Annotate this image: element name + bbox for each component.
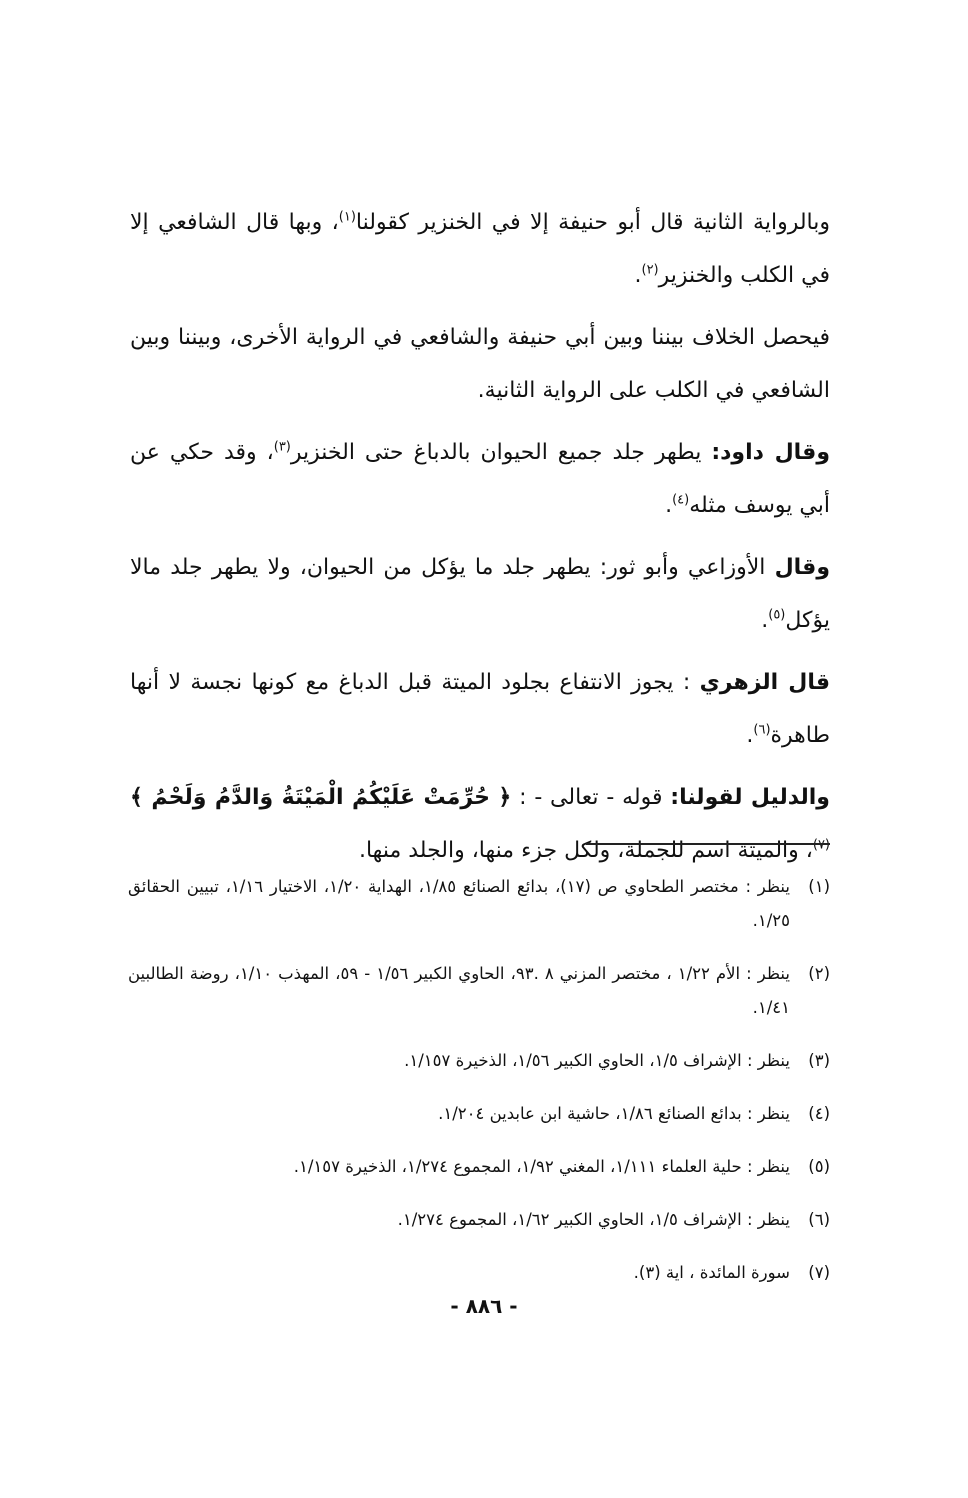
paragraph-text: . [634, 263, 642, 288]
footnote-number: (٣) [808, 1051, 830, 1070]
paragraph-2 [130, 311, 830, 417]
paragraph-text: ، وقد حكي عن أبي يوسف مثله [130, 440, 830, 518]
footnote-number: (١) [808, 877, 830, 896]
footnote [128, 1150, 830, 1184]
footnote-number: (٥) [808, 1157, 830, 1176]
footnote-marker: (٧) [812, 837, 830, 853]
paragraph-text: . [665, 493, 673, 518]
paragraph-text: ، وبها قال الشافعي إلا في الكلب والخنزير [130, 210, 830, 288]
paragraph-text: فيحصل الخلاف بيننا وبين أبي حنيفة والشافعي في الرواية الأخرى، وبيننا وبين الشافعي في الكلب على الرواية الثانية. [130, 325, 830, 403]
paragraph-text: يطهر جلد جميع الحيوان بالدباغ حتى الخنزير [290, 440, 712, 465]
footnote-text: ينظر : حلية العلماء ١/١١١، المغني ١/٩٢، المجموع ١/٢٧٤، الذخيرة ١/١٥٧. [293, 1157, 790, 1176]
paragraph-text: الأوزاعي وأبو ثور: يطهر جلد ما يؤكل من الحيوان، ولا يطهر جلد مالا يؤكل [130, 555, 830, 633]
footnote-marker: (٣) [273, 439, 291, 455]
footnote [128, 1203, 830, 1237]
paragraph-4 [130, 541, 830, 647]
footnotes [128, 870, 830, 1309]
paragraph-lead: قال الزهري [699, 670, 830, 695]
footnote-number: (٤) [808, 1104, 830, 1123]
paragraph-1 [130, 196, 830, 302]
paragraph-5 [130, 656, 830, 762]
footnote-number: (٦) [808, 1210, 830, 1229]
footnote-number: (٧) [808, 1263, 830, 1282]
footnote-text: ينظر : بدائع الصنائع ١/٨٦، حاشية ابن عابدين ١/٢٠٤. [438, 1104, 790, 1123]
paragraph-text: قوله - تعالى - : [511, 785, 671, 810]
paragraph-text: وبالرواية الثانية قال أبو حنيفة إلا في الخنزير كقولنا [355, 210, 830, 235]
footnote [128, 1097, 830, 1131]
paragraph-lead: وقال داود: [711, 440, 831, 465]
paragraph-lead: والدليل لقولنا: [670, 785, 830, 810]
paragraph-evidence [130, 771, 830, 877]
footnote-number: (٢) [808, 964, 830, 983]
footnote-marker: (٤) [672, 492, 690, 508]
main-text [130, 196, 830, 886]
footnote [128, 1044, 830, 1078]
page-number: - ٨٨٦ - [450, 1294, 518, 1318]
footnote-text: ينظر : مختصر الطحاوي ص (١٧)، بدائع الصنائع ١/٨٥، الهداية ١/٢٠، الاختيار ١/١٦، تبيين الحقائق ١/٢٥. [128, 877, 790, 930]
paragraph-text: . [761, 608, 769, 633]
paragraph-text: : يجوز الانتفاع بجلود الميتة قبل الدباغ مع كونها نجسة لا أنها طاهرة [130, 670, 830, 748]
footnote-marker: (٢) [641, 262, 659, 278]
footnote-text: ينظر : الأم ١/٢٢ ، مختصر المزني ٨ .٩٣، الحاوي الكبير ١/٥٦ - ٥٩، المهذب ١/١٠، روضة الطالبين ١/٤١. [128, 964, 790, 1017]
footnote-separator [586, 843, 830, 845]
footnote [128, 957, 830, 1025]
footnote-text: ينظر : الإشراف ١/٥، الحاوي الكبير ١/٦٢، المجموع ١/٢٧٤. [397, 1210, 790, 1229]
paragraph-text: ، والميتة اسم للجملة، ولكل جزء منها، والجلد منها. [358, 838, 813, 863]
paragraph-3 [130, 426, 830, 532]
footnote-marker: (٥) [768, 607, 786, 623]
footnote-marker: (٦) [753, 722, 771, 738]
paragraph-text: . [746, 723, 754, 748]
quran-verse: ﴿ حُرِّمَتْ عَلَيْكُمُ الْمَيْتَةُ وَالدَّمُ وَلَحْمُ ﴾ [130, 785, 512, 810]
footnote-marker: (١) [338, 209, 356, 225]
paragraph-lead: وقال [774, 555, 830, 580]
footnote [128, 870, 830, 938]
footnote-text: ينظر : الإشراف ١/٥، الحاوي الكبير ١/٥٦، الذخيرة ١/١٥٧. [404, 1051, 790, 1070]
footnote-text: سورة المائدة ، اية (٣). [633, 1263, 790, 1282]
footnote [128, 1256, 830, 1290]
